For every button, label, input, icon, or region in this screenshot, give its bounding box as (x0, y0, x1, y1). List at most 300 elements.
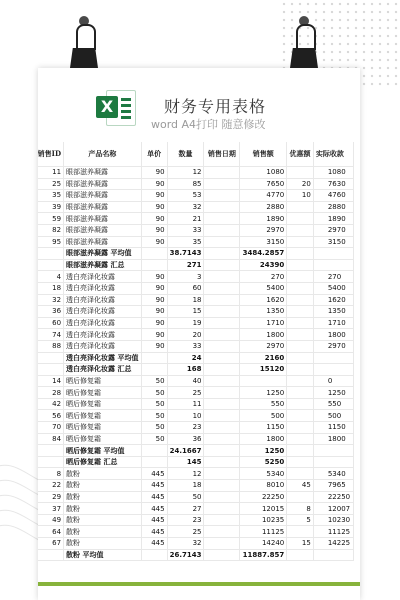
table-cell-discount: 10 (287, 190, 314, 202)
table-cell-date (204, 248, 240, 260)
table-row (38, 433, 354, 445)
table-cell-price: 90 (141, 340, 167, 352)
table-cell-discount (287, 422, 314, 434)
table-cell-qty: 12 (167, 167, 204, 179)
table-cell-price: 50 (141, 387, 167, 399)
table-cell-date (204, 375, 240, 387)
table-cell-actual: 10230 (313, 514, 353, 526)
table-cell-price (141, 352, 167, 364)
table-row (38, 526, 354, 538)
column-header: 数量 (167, 142, 204, 167)
table-cell-name: 透白亮泽化妆露 (64, 306, 142, 318)
table-cell-name: 眼部滋养凝露 (64, 213, 142, 225)
excel-logo-icon (96, 88, 134, 126)
table-cell-price: 90 (141, 329, 167, 341)
table-cell-date (204, 514, 240, 526)
table-cell-date (204, 456, 240, 468)
table-cell-qty: 12 (167, 468, 204, 480)
table-cell-date (204, 167, 240, 179)
table-cell-date (204, 422, 240, 434)
table-cell-sales: 1250 (240, 445, 287, 457)
table-cell-date (204, 178, 240, 190)
table-cell-date (204, 480, 240, 492)
table-cell-discount (287, 201, 314, 213)
clip-wire (76, 24, 96, 50)
column-header: 产品名称 (64, 142, 142, 167)
table-cell-sales: 5250 (240, 456, 287, 468)
table-cell-name: 散粉 (64, 514, 142, 526)
table-cell-name: 眼部滋养凝露 (64, 178, 142, 190)
table-cell-name: 眼部滋养凝露 (64, 167, 142, 179)
table-cell-actual: 5340 (313, 468, 353, 480)
table-cell-sales: 500 (240, 410, 287, 422)
table-cell-actual (313, 248, 353, 260)
table-cell-id (38, 259, 64, 271)
table-cell-actual: 1710 (313, 317, 353, 329)
table-row (38, 213, 354, 225)
table-cell-actual: 4760 (313, 190, 353, 202)
table-cell-date (204, 317, 240, 329)
table-cell-discount: 15 (287, 538, 314, 550)
column-header: 实际收款 (313, 142, 353, 167)
table-cell-discount (287, 329, 314, 341)
table-cell-sales: 1800 (240, 329, 287, 341)
table-row (38, 306, 354, 318)
table-row (38, 282, 354, 294)
table-cell-price: 90 (141, 306, 167, 318)
table-cell-name: 透白亮泽化妆露 (64, 340, 142, 352)
table-cell-price: 90 (141, 224, 167, 236)
table-cell-actual: 22250 (313, 491, 353, 503)
table-cell-price: 445 (141, 514, 167, 526)
table-cell-qty: 85 (167, 178, 204, 190)
table-cell-actual (313, 445, 353, 457)
table-cell-actual: 2970 (313, 340, 353, 352)
table-cell-actual: 7630 (313, 178, 353, 190)
table-header-row (38, 142, 354, 167)
table-cell-qty: 50 (167, 491, 204, 503)
table-row (38, 422, 354, 434)
table-cell-id: 49 (38, 514, 64, 526)
table-cell-price: 90 (141, 201, 167, 213)
table-cell-date (204, 259, 240, 271)
table-row (38, 491, 354, 503)
table-cell-actual: 270 (313, 271, 353, 283)
table-cell-discount (287, 549, 314, 561)
table-cell-actual (313, 352, 353, 364)
table-cell-price: 445 (141, 480, 167, 492)
table-cell-price: 90 (141, 213, 167, 225)
table-cell-id: 84 (38, 433, 64, 445)
table-cell-name: 透白亮泽化妆露 (64, 271, 142, 283)
table-cell-sales: 1800 (240, 433, 287, 445)
table-cell-qty: 27 (167, 503, 204, 515)
table-cell-sales: 3484.2857 (240, 248, 287, 260)
table-cell-id: 4 (38, 271, 64, 283)
table-cell-id: 8 (38, 468, 64, 480)
table-cell-sales: 4770 (240, 190, 287, 202)
table-cell-name: 透白亮泽化妆露 (64, 317, 142, 329)
table-cell-id (38, 549, 64, 561)
table-cell-sales: 5340 (240, 468, 287, 480)
table-cell-date (204, 526, 240, 538)
table-cell-sales: 1890 (240, 213, 287, 225)
table-cell-sales: 1710 (240, 317, 287, 329)
table-cell-discount (287, 340, 314, 352)
table-cell-name: 散粉 (64, 526, 142, 538)
table-cell-sales: 22250 (240, 491, 287, 503)
table-row (38, 190, 354, 202)
table-cell-discount: 5 (287, 514, 314, 526)
table-cell-actual: 550 (313, 398, 353, 410)
table-cell-date (204, 340, 240, 352)
table-cell-discount (287, 410, 314, 422)
table-cell-actual: 1350 (313, 306, 353, 318)
table-cell-qty: 53 (167, 190, 204, 202)
table-cell-price: 445 (141, 526, 167, 538)
table-row (38, 398, 354, 410)
table-cell-discount (287, 271, 314, 283)
table-cell-price: 445 (141, 538, 167, 550)
table-cell-name: 眼部滋养凝露 (64, 236, 142, 248)
table-cell-date (204, 410, 240, 422)
table-cell-discount (287, 375, 314, 387)
table-cell-price: 90 (141, 282, 167, 294)
table-cell-actual: 14225 (313, 538, 353, 550)
table-cell-discount (287, 306, 314, 318)
table-row (38, 468, 354, 480)
table-cell-sales: 11887.857 (240, 549, 287, 561)
table-cell-name: 散粉 (64, 538, 142, 550)
table-cell-sales: 24390 (240, 259, 287, 271)
table-cell-price: 50 (141, 433, 167, 445)
table-cell-qty: 18 (167, 480, 204, 492)
table-cell-id: 88 (38, 340, 64, 352)
table-cell-name: 眼部滋养凝露 平均值 (64, 248, 142, 260)
table-cell-qty: 25 (167, 387, 204, 399)
table-cell-qty: 40 (167, 375, 204, 387)
excel-logo-letter: X (96, 96, 118, 118)
table-cell-name: 透白亮泽化妆露 平均值 (64, 352, 142, 364)
table-cell-id: 22 (38, 480, 64, 492)
table-cell-name: 晒后修复霜 (64, 398, 142, 410)
table-row (38, 480, 354, 492)
table-subtotal-row (38, 259, 354, 271)
table-cell-actual: 2880 (313, 201, 353, 213)
table-subtotal-row (38, 456, 354, 468)
table-cell-id: 18 (38, 282, 64, 294)
table-row (38, 167, 354, 179)
table-cell-actual (313, 456, 353, 468)
table-cell-name: 散粉 平均值 (64, 549, 142, 561)
table-subtotal-row (38, 445, 354, 457)
table-cell-discount (287, 468, 314, 480)
table-cell-id: 74 (38, 329, 64, 341)
table-cell-name: 晒后修复霜 (64, 375, 142, 387)
table-cell-name: 晒后修复霜 平均值 (64, 445, 142, 457)
table-cell-actual: 12007 (313, 503, 353, 515)
table-cell-sales: 2970 (240, 224, 287, 236)
table-cell-qty: 33 (167, 340, 204, 352)
table-cell-actual: 1080 (313, 167, 353, 179)
table-cell-id: 95 (38, 236, 64, 248)
table-cell-qty: 32 (167, 201, 204, 213)
table-cell-id: 67 (38, 538, 64, 550)
table-cell-qty: 145 (167, 456, 204, 468)
table-cell-date (204, 282, 240, 294)
table-cell-actual: 2970 (313, 224, 353, 236)
table-cell-qty: 23 (167, 514, 204, 526)
table-cell-qty: 3 (167, 271, 204, 283)
table-cell-actual: 0 (313, 375, 353, 387)
table-cell-discount (287, 387, 314, 399)
table-cell-qty: 11 (167, 398, 204, 410)
table-row (38, 538, 354, 550)
page-title: 财务专用表格 (164, 97, 267, 116)
table-cell-date (204, 387, 240, 399)
table-cell-id: 70 (38, 422, 64, 434)
table-cell-sales: 1350 (240, 306, 287, 318)
table-cell-date (204, 329, 240, 341)
table-cell-actual (313, 259, 353, 271)
table-cell-price (141, 445, 167, 457)
table-cell-date (204, 224, 240, 236)
table-cell-actual: 7965 (313, 480, 353, 492)
table-cell-price: 90 (141, 167, 167, 179)
table-cell-sales: 12015 (240, 503, 287, 515)
table-cell-name: 透白亮泽化妆露 (64, 282, 142, 294)
table-cell-discount (287, 224, 314, 236)
table-cell-date (204, 294, 240, 306)
table-cell-price (141, 248, 167, 260)
table-cell-date (204, 271, 240, 283)
table-cell-name: 眼部滋养凝露 (64, 224, 142, 236)
column-header: 销售额 (240, 142, 287, 167)
table-cell-discount (287, 398, 314, 410)
table-cell-actual: 11125 (313, 526, 353, 538)
table-cell-id: 82 (38, 224, 64, 236)
table-cell-id: 60 (38, 317, 64, 329)
table-cell-name: 散粉 (64, 480, 142, 492)
table-cell-qty: 60 (167, 282, 204, 294)
table-cell-discount: 20 (287, 178, 314, 190)
table-cell-id: 28 (38, 387, 64, 399)
table-cell-id (38, 456, 64, 468)
column-header: 单价 (141, 142, 167, 167)
table-cell-discount (287, 491, 314, 503)
table-cell-id: 39 (38, 201, 64, 213)
table-cell-sales: 15120 (240, 364, 287, 376)
table-cell-price: 90 (141, 271, 167, 283)
table-cell-actual (313, 364, 353, 376)
table-cell-qty: 271 (167, 259, 204, 271)
table-cell-sales: 5400 (240, 282, 287, 294)
table-cell-price (141, 549, 167, 561)
table-cell-date (204, 491, 240, 503)
table-cell-qty: 19 (167, 317, 204, 329)
table-cell-price: 90 (141, 236, 167, 248)
table-subtotal-row (38, 549, 354, 561)
table-cell-discount: 45 (287, 480, 314, 492)
table-cell-sales: 7650 (240, 178, 287, 190)
table-cell-sales: 11125 (240, 526, 287, 538)
table-cell-qty: 38.7143 (167, 248, 204, 260)
table-cell-date (204, 445, 240, 457)
table-cell-date (204, 190, 240, 202)
table-cell-qty: 18 (167, 294, 204, 306)
table-cell-id: 35 (38, 190, 64, 202)
table-row (38, 236, 354, 248)
table-cell-id: 14 (38, 375, 64, 387)
table-cell-discount (287, 352, 314, 364)
table-cell-qty: 168 (167, 364, 204, 376)
table-cell-name: 眼部滋养凝露 (64, 190, 142, 202)
table-cell-qty: 33 (167, 224, 204, 236)
table-cell-discount (287, 282, 314, 294)
table-cell-id: 42 (38, 398, 64, 410)
table-cell-discount (287, 433, 314, 445)
table-cell-qty: 36 (167, 433, 204, 445)
table-cell-name: 散粉 (64, 503, 142, 515)
table-cell-sales: 8010 (240, 480, 287, 492)
table-cell-name: 散粉 (64, 491, 142, 503)
table-cell-qty: 21 (167, 213, 204, 225)
table-cell-price (141, 259, 167, 271)
table-cell-price (141, 364, 167, 376)
table-cell-price: 50 (141, 422, 167, 434)
table-row (38, 375, 354, 387)
table-cell-sales: 270 (240, 271, 287, 283)
table-cell-name: 晒后修复霜 (64, 387, 142, 399)
table-cell-qty: 24.1667 (167, 445, 204, 457)
column-header: 销售日期 (204, 142, 240, 167)
table-cell-date (204, 538, 240, 550)
table-body (38, 167, 354, 561)
table-cell-discount (287, 259, 314, 271)
table-cell-actual: 5400 (313, 282, 353, 294)
table-cell-discount (287, 456, 314, 468)
table-cell-actual: 1800 (313, 433, 353, 445)
finance-table (38, 142, 354, 561)
table-cell-qty: 23 (167, 422, 204, 434)
table-cell-actual: 3150 (313, 236, 353, 248)
table-cell-name: 晒后修复霜 (64, 433, 142, 445)
table-cell-id (38, 248, 64, 260)
table-cell-discount (287, 213, 314, 225)
table-cell-id: 25 (38, 178, 64, 190)
table-cell-actual: 1620 (313, 294, 353, 306)
table-cell-id: 11 (38, 167, 64, 179)
table-cell-date (204, 306, 240, 318)
table-row (38, 201, 354, 213)
table-cell-sales (240, 375, 287, 387)
table-cell-name: 透白亮泽化妆露 (64, 294, 142, 306)
table-cell-sales: 14240 (240, 538, 287, 550)
table-row (38, 329, 354, 341)
table-cell-actual: 1890 (313, 213, 353, 225)
table-cell-sales: 10235 (240, 514, 287, 526)
table-subtotal-row (38, 352, 354, 364)
table-cell-date (204, 503, 240, 515)
table-cell-id (38, 445, 64, 457)
footer-accent-bar (38, 582, 360, 586)
table-cell-price: 90 (141, 190, 167, 202)
table-cell-qty: 10 (167, 410, 204, 422)
table-subtotal-row (38, 364, 354, 376)
table-cell-price: 90 (141, 178, 167, 190)
table-cell-actual: 1150 (313, 422, 353, 434)
table-row (38, 317, 354, 329)
column-header: 销售ID (38, 142, 64, 167)
table-cell-sales: 1250 (240, 387, 287, 399)
table-cell-date (204, 549, 240, 561)
table-cell-name: 晒后修复霜 (64, 410, 142, 422)
table-row (38, 340, 354, 352)
table-cell-discount (287, 526, 314, 538)
table-cell-sales: 1620 (240, 294, 287, 306)
table-cell-sales: 2160 (240, 352, 287, 364)
table-cell-qty: 26.7143 (167, 549, 204, 561)
table-cell-discount: 8 (287, 503, 314, 515)
table-cell-actual: 1250 (313, 387, 353, 399)
table-cell-discount (287, 317, 314, 329)
table-cell-date (204, 213, 240, 225)
table-cell-qty: 15 (167, 306, 204, 318)
table-cell-name: 透白亮泽化妆露 汇总 (64, 364, 142, 376)
binder-clip-right (290, 24, 318, 76)
table-cell-price: 50 (141, 410, 167, 422)
clip-body (70, 48, 98, 68)
table-cell-date (204, 468, 240, 480)
table-row (38, 294, 354, 306)
table-row (38, 178, 354, 190)
table-cell-date (204, 398, 240, 410)
table-cell-price: 90 (141, 294, 167, 306)
table-cell-discount (287, 364, 314, 376)
table-cell-qty: 32 (167, 538, 204, 550)
table-cell-sales: 2970 (240, 340, 287, 352)
table-cell-discount (287, 236, 314, 248)
table-cell-qty: 20 (167, 329, 204, 341)
page-subtitle: word A4打印 随意修改 (151, 118, 266, 131)
table-cell-discount (287, 167, 314, 179)
table-cell-actual (313, 549, 353, 561)
table-cell-name: 眼部滋养凝露 (64, 201, 142, 213)
table-row (38, 224, 354, 236)
table-cell-id (38, 364, 64, 376)
table-subtotal-row (38, 248, 354, 260)
table-cell-qty: 35 (167, 236, 204, 248)
table-cell-price: 445 (141, 503, 167, 515)
table-cell-date (204, 364, 240, 376)
table-cell-id: 59 (38, 213, 64, 225)
table-row (38, 387, 354, 399)
document-header (38, 68, 360, 140)
binder-clip-left (70, 24, 98, 76)
table-cell-discount (287, 445, 314, 457)
table-cell-date (204, 433, 240, 445)
clip-body (290, 48, 318, 68)
table-cell-qty: 25 (167, 526, 204, 538)
table-cell-name: 晒后修复霜 汇总 (64, 456, 142, 468)
table-cell-discount (287, 294, 314, 306)
clip-wire (296, 24, 316, 50)
table-cell-sales: 1080 (240, 167, 287, 179)
table-cell-price: 50 (141, 398, 167, 410)
table-cell-id: 29 (38, 491, 64, 503)
table-cell-date (204, 201, 240, 213)
table-cell-price: 445 (141, 468, 167, 480)
